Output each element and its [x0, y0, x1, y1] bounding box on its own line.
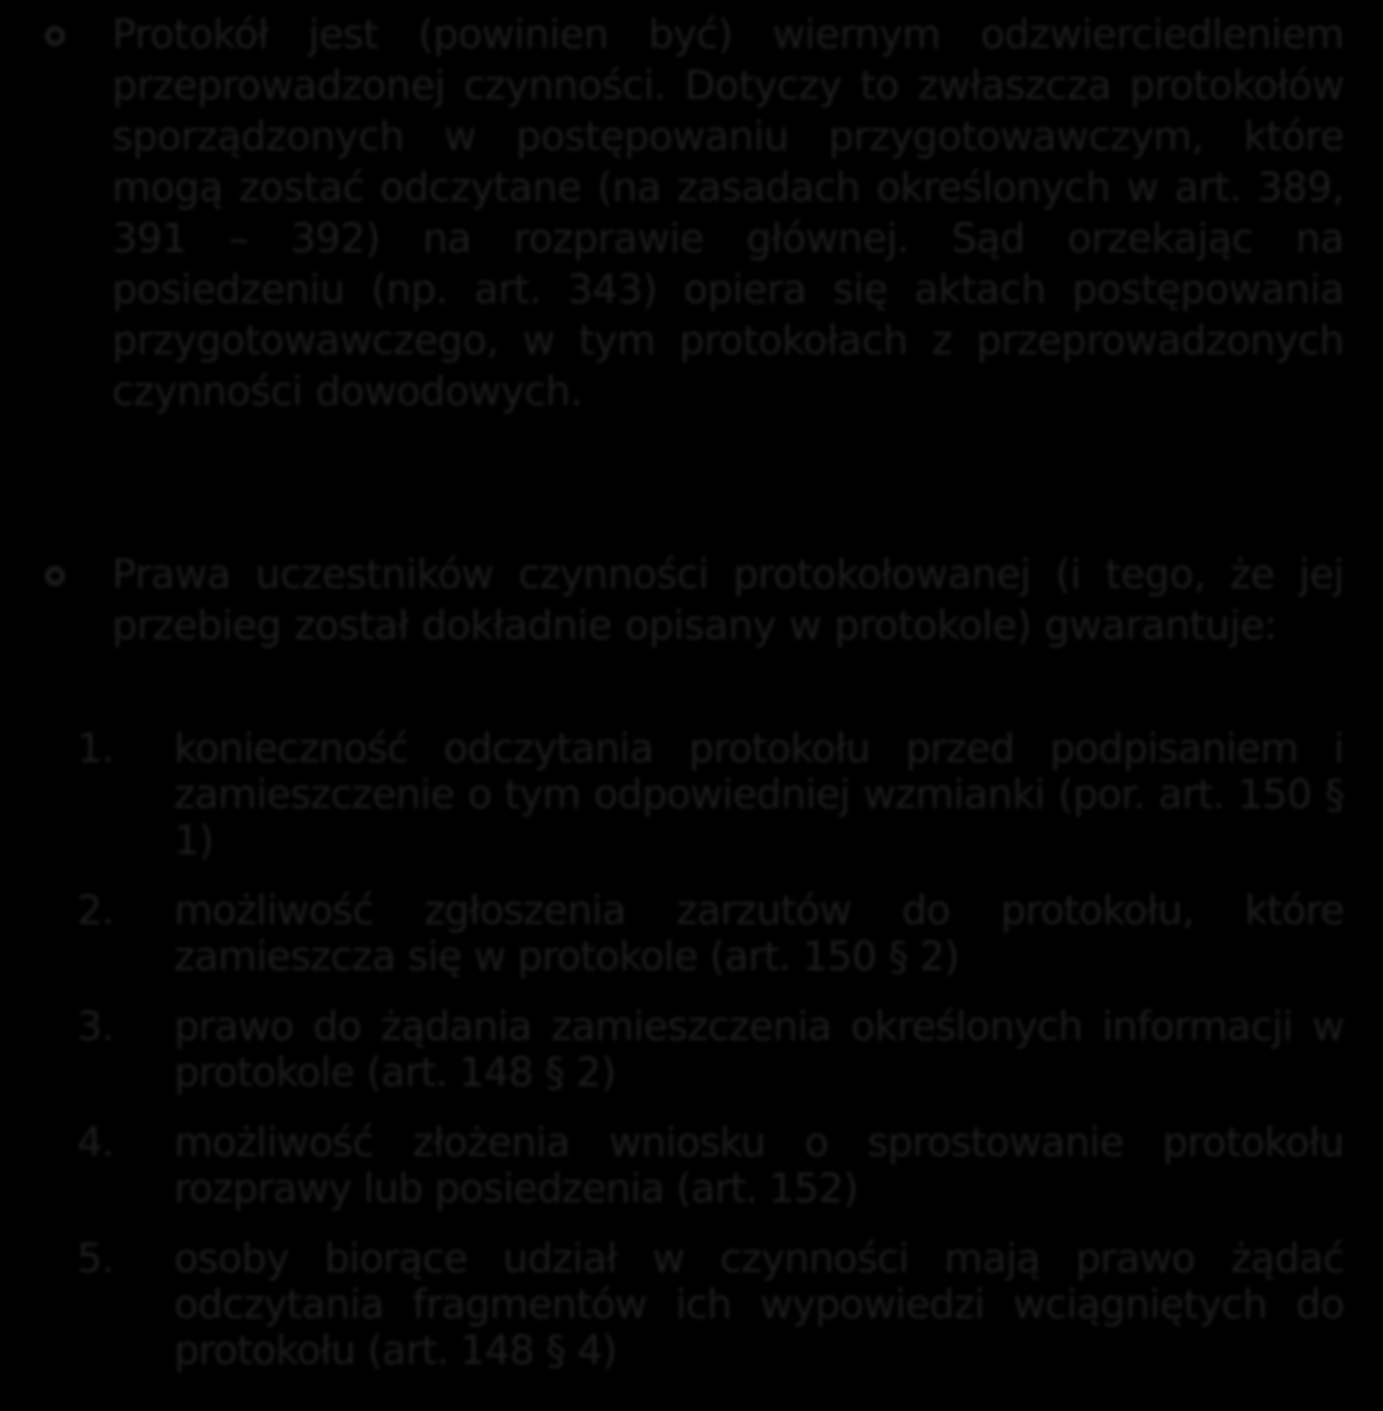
bullet-text: Prawa uczestników czynności protokołowanej (i tego, że jej przebieg został dokładnie opisany w protokole) gwarantuje: [112, 552, 1344, 649]
list-item-text: możliwość zgłoszenia zarzutów do protokołu, które zamieszcza się w protokole (art. 150 § 2) [174, 888, 1344, 980]
list-item-number: 2. [77, 888, 114, 934]
list-item-text: konieczność odczytania protokołu przed podpisaniem i zamieszczenie o tym odpowiedniej wzmianki (por. art. 150 § 1) [174, 726, 1344, 864]
hollow-circle-bullet-icon [45, 566, 65, 586]
list-item-number: 4. [77, 1120, 114, 1166]
list-item-number: 5. [77, 1236, 114, 1282]
list-item-text: możliwość złożenia wniosku o sprostowanie protokołu rozprawy lub posiedzenia (art. 152) [174, 1120, 1344, 1212]
list-item-text: prawo do żądania zamieszczenia określonych informacji w protokole (art. 148 § 2) [174, 1004, 1344, 1096]
list-item-number: 1. [77, 726, 114, 772]
list-item-number: 3. [77, 1004, 114, 1050]
hollow-circle-bullet-icon [45, 26, 65, 46]
list-item-text: osoby biorące udział w czynności mają prawo żądać odczytania fragmentów ich wypowiedzi wciągniętych do protokołu (art. 148 § 4) [174, 1236, 1344, 1374]
bullet-text: Protokół jest (powinien być) wiernym odzwierciedleniem przeprowadzonej czynności. Dotyczy to zwłaszcza protokołów sporządzonych w postępowaniu przygotowawczym, które mogą zostać odczytane (na zasadach określonych w art. 389, 391 – 392) na rozprawie głównej. Sąd orzekając na posiedzeniu (np. art. 343) opiera się aktach postępowania przygotowawczego, w tym protokołach z przeprowadzonych czynności dowodowych. [112, 12, 1344, 415]
